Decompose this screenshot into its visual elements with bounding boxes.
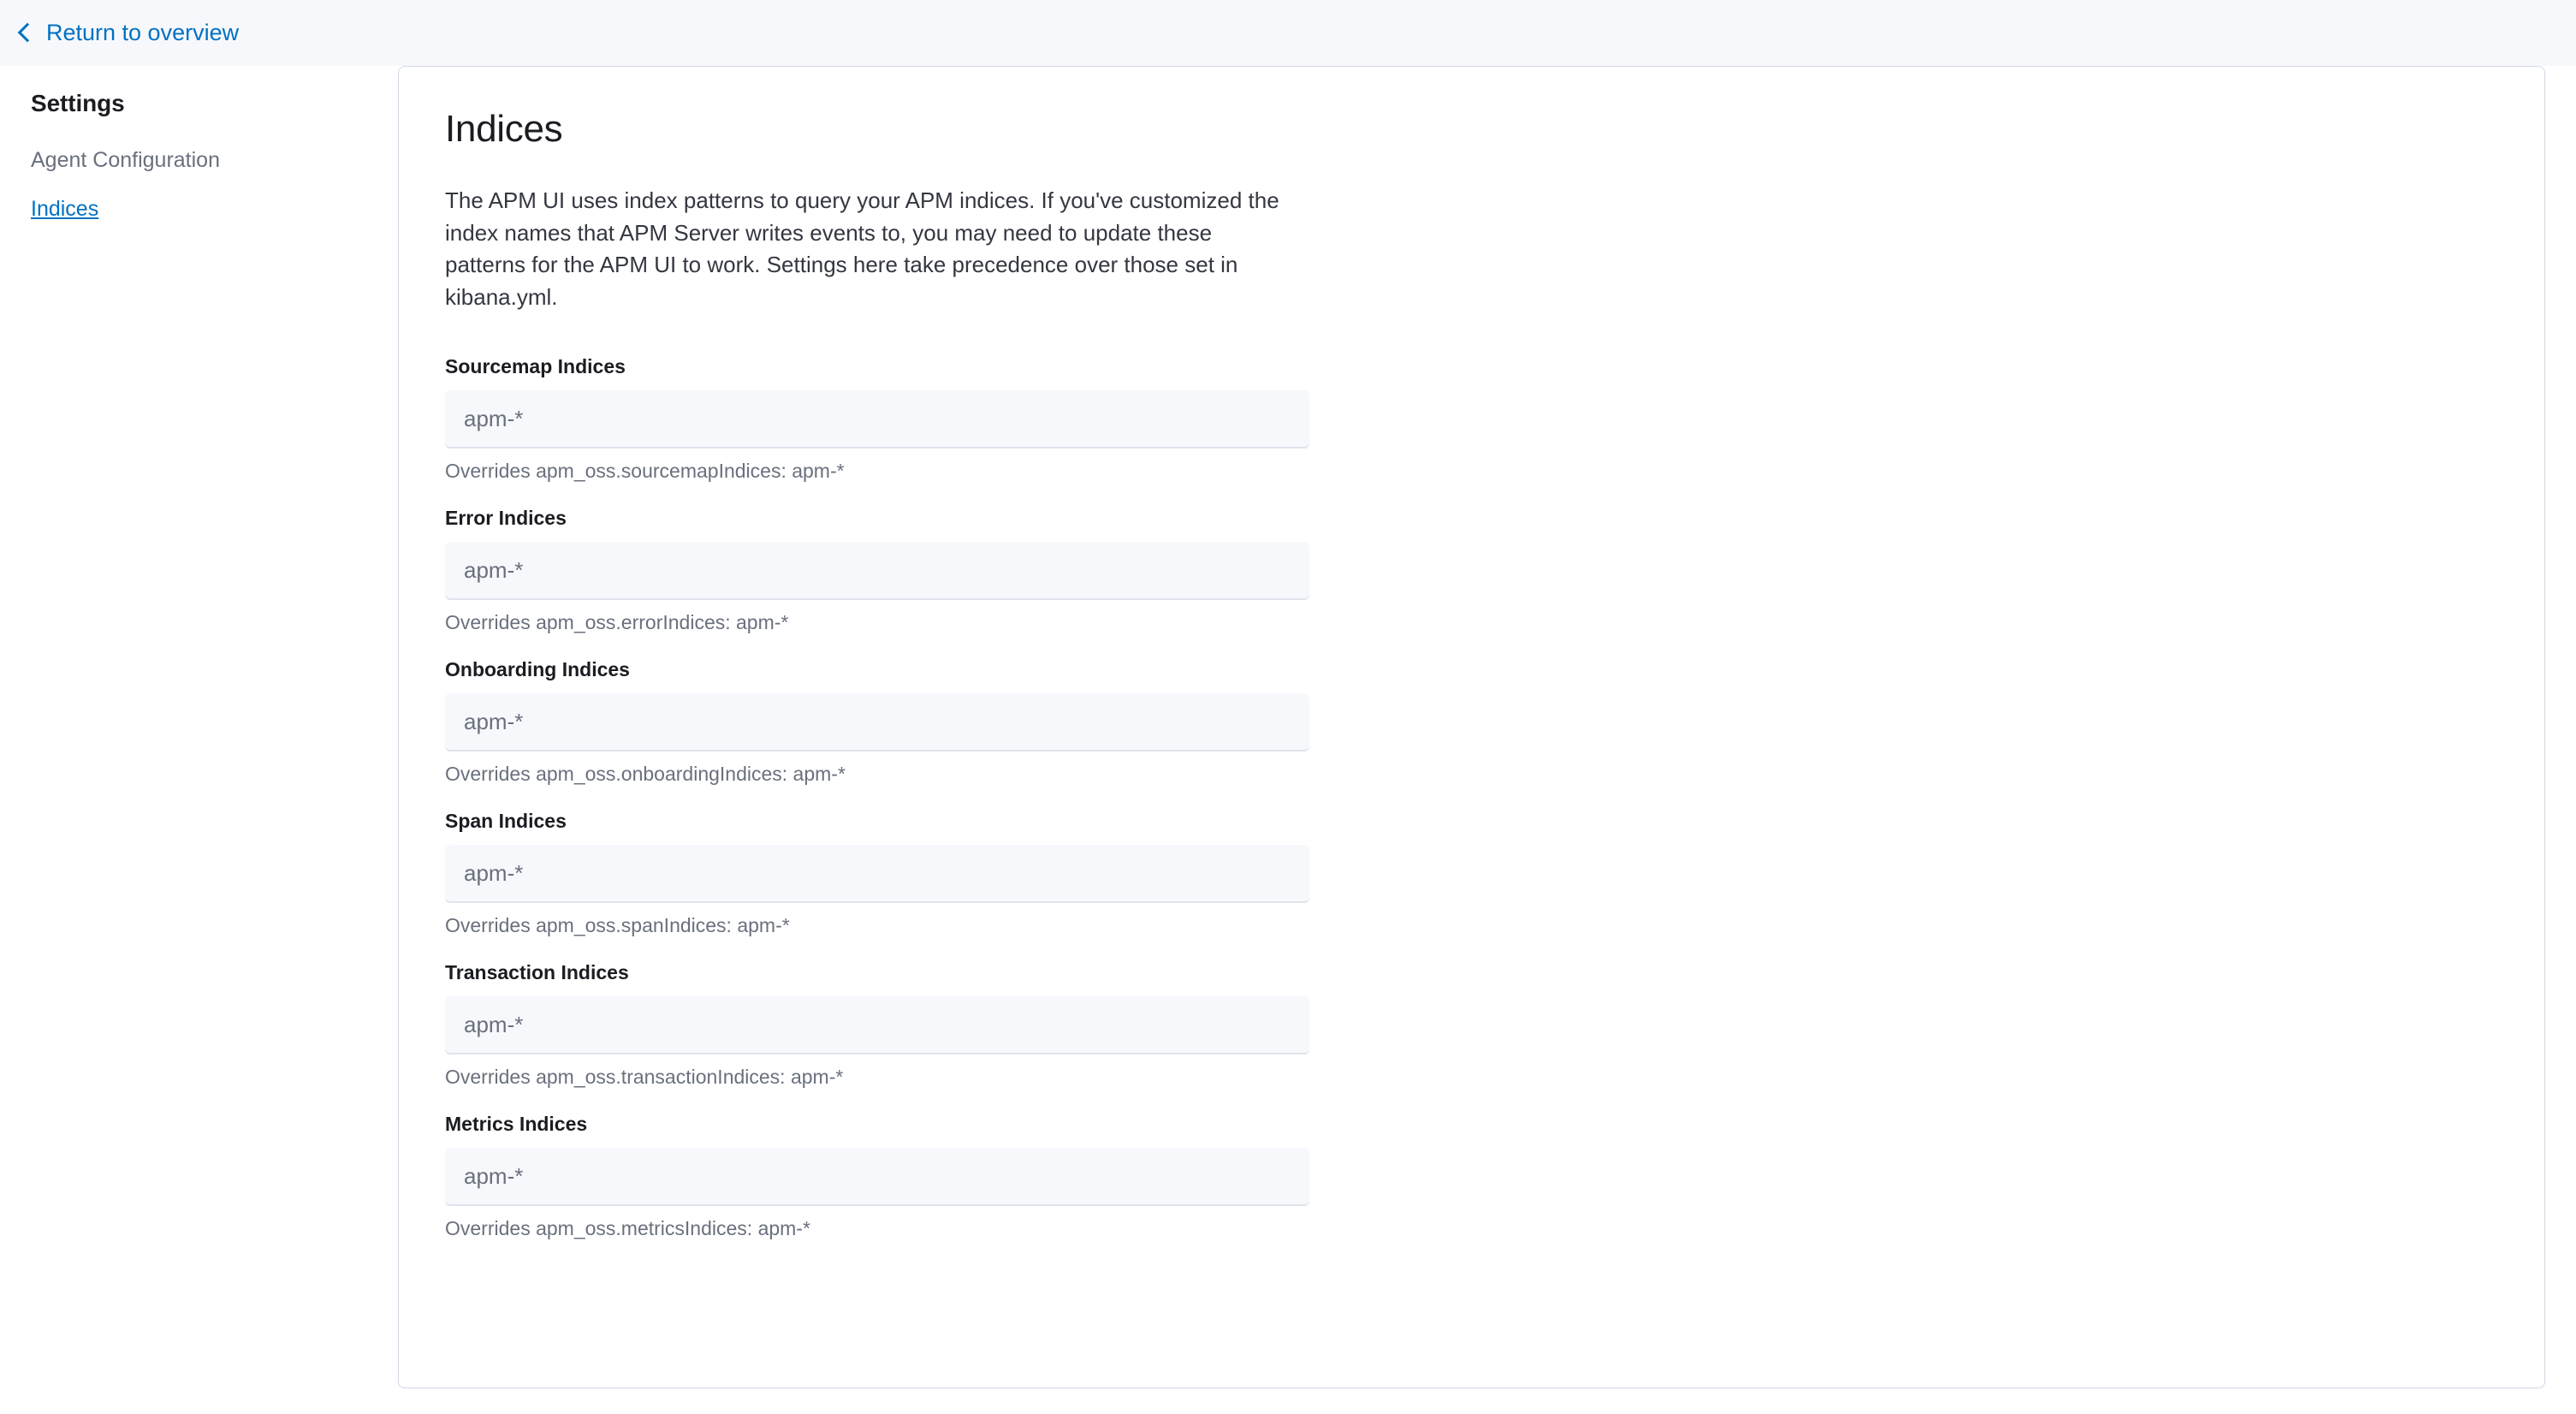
indices-panel: [398, 66, 2545, 1388]
input-sourcemap-indices[interactable]: [445, 390, 1309, 449]
page-title: Indices: [445, 108, 563, 150]
field-label-metrics-indices: Metrics Indices: [445, 1112, 588, 1135]
settings-sidebar: [0, 66, 398, 246]
input-onboarding-indices[interactable]: [445, 693, 1309, 752]
field-transaction-indices: [445, 961, 2498, 1089]
field-help-transaction-indices: Overrides apm_oss.transactionIndices: apm-*: [445, 1065, 844, 1088]
page-body: [0, 66, 2576, 1414]
field-help-onboarding-indices: Overrides apm_oss.onboardingIndices: apm-*: [445, 762, 846, 785]
input-metrics-indices[interactable]: [445, 1148, 1309, 1206]
top-bar: [0, 0, 2576, 66]
field-help-sourcemap-indices: Overrides apm_oss.sourcemapIndices: apm-*: [445, 459, 845, 482]
field-span-indices: [445, 810, 2498, 937]
field-label-onboarding-indices: Onboarding Indices: [445, 657, 630, 680]
field-help-span-indices: Overrides apm_oss.spanIndices: apm-*: [445, 913, 790, 936]
return-to-overview-link[interactable]: [21, 21, 239, 45]
sidebar-item-indices[interactable]: Indices: [31, 197, 99, 221]
sidebar-title: Settings: [31, 90, 125, 116]
field-label-error-indices: Error Indices: [445, 506, 567, 529]
chevron-left-icon: [18, 22, 38, 42]
input-transaction-indices[interactable]: [445, 996, 1309, 1055]
field-metrics-indices: [445, 1113, 2498, 1240]
sidebar-nav: [31, 148, 398, 246]
field-sourcemap-indices: [445, 355, 2498, 483]
field-label-transaction-indices: Transaction Indices: [445, 960, 629, 983]
field-onboarding-indices: [445, 658, 2498, 786]
page-description: The APM UI uses index patterns to query your APM indices. If you've customized the index names that APM Server writes events to, you may need to update these patterns for the APM UI to work. Settings here take precedence over those set in kibana.yml.: [445, 187, 1279, 311]
field-help-metrics-indices: Overrides apm_oss.metricsIndices: apm-*: [445, 1216, 810, 1239]
input-error-indices[interactable]: [445, 542, 1309, 600]
sidebar-item-agent-configuration[interactable]: Agent Configuration: [31, 148, 220, 172]
input-span-indices[interactable]: [445, 845, 1309, 903]
field-label-span-indices: Span Indices: [445, 809, 567, 832]
field-label-sourcemap-indices: Sourcemap Indices: [445, 354, 626, 377]
field-error-indices: [445, 507, 2498, 634]
return-to-overview-label: Return to overview: [46, 20, 240, 45]
field-help-error-indices: Overrides apm_oss.errorIndices: apm-*: [445, 610, 789, 633]
